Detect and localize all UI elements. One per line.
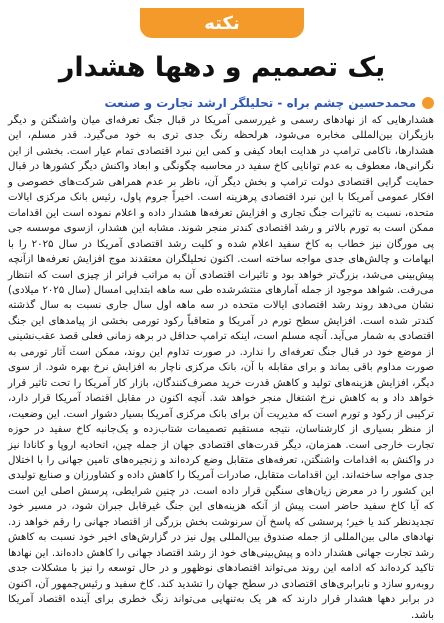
bullet-icon bbox=[422, 97, 434, 109]
section-tag bbox=[140, 8, 304, 38]
byline-row bbox=[10, 94, 434, 112]
article-byline: محمدحسین چشم براه - تحلیلگر ارشد تجارت و صنعت bbox=[104, 96, 416, 110]
article-title: یک تصمیم و دهها هشدار bbox=[58, 52, 386, 83]
section-tag-label: نکته bbox=[204, 12, 240, 34]
article-body: هشدارهایی که از نهادهای رسمی و غیررسمی آمریکا در قبال جنگ تعرفه‌ای میان واشنگتن و دیگر بازیگران بین‌المللی مخابره می‌شود، هرلحظه رنگ جدی تری به خود می‌گیرد. قدر مسلم، این هشدارها، ناکامی ترامپ در هدایت ابعاد کیفی و کمی این نبرد اقتصادی تمام عیار است. بخشی از این نگرانی‌ها، معطوف به عدم توانایی کاخ سفید در محاسبه چگونگی و ابعاد واکنش دیگر کشورها در قبال حمایت گرایی اقتصادی دولت ترامپ و بخش دیگر آن، ناظر بر عدم همراهی شرکت‌های خصوصی و افکار عمومی آمریکا با این نبرد اقتصادی پرهزینه است. اخیراً جروم پاول، رئیس بانک مرکزی ایالات متحده، نسبت به تاثیرات جنگ تجاری و افزایش تعرفه‌ها هشدار داده و اعلام نموده است این اقدامات ممکن است به تورم بالاتر و رشد اقتصادی کندتر منجر شوند. مشابه این هشدار، ازسوی موسسه جی پی مورگان نیز خطاب به کاخ سفید اعلام شده و کلیت رشد اقتصادی آمریکا در سال ۲۰۲۵ را با ابهامات و چالش‌های جدی مواجه ساخته است. اکنون تحلیلگران معتقدند موج افزایش تعرفه‌ها ازآنچه پیش‌بینی می‌شد، بزرگ‌تر خواهد بود و تاثیرات اقتصادی آن به مراتب فراتر از چیزی است که انتظار می‌رفت. شواهد موجود از جمله آمارهای منتشرشده طی سه ماهه ابتدایی امسال (سال ۲۰۲۵ میلادی) نشان می‌دهد روند رشد اقتصادی ایالات متحده در سه ماهه اول سال جاری نسبت به سال گذشته کندتر شده است. افزایش سطح تورم در آمریکا و متعاقباً رکود تورمی بخشی از پیامدهای این جنگ اقتصادی به شمار می‌آید. آنچه مسلم است، اینکه ترامپ حداقل در برهه زمانی فعلی قصد عقب‌نشینی از موضع خود در قبال جنگ تعرفه‌ای را ندارد. در صورت تداوم این روند، ممکن است آثار تورمی به صورت مداوم باقی بماند و برای مقابله با آن، بانک مرکزی ناچار به افزایش نرخ بهره شود. از سوی دیگر، افزایش هزینه‌های تولید و کاهش قدرت خرید مصرف‌کنندگان، بازار کار آمریکا را تحت تاثیر قرار خواهد داد و به کاهش نرخ اشتغال منجر خواهد شد. آنچه اکنون در مقابل اقتصاد آمریکا قرار دارد، ترکیبی از رکود و تورم است که مدیریت آن برای بانک مرکزی آمریکا بسیار دشوار است. این وضعیت، از منظر بسیاری از کارشناسان، نتیجه مستقیم تصمیمات شتاب‌زده و یک‌جانبه کاخ سفید در حوزه تجارت خارجی است. همزمان، دیگر قدرت‌های اقتصادی جهان از جمله چین، اتحادیه اروپا و کانادا نیز در واکنش به اقدامات واشنگتن، تعرفه‌های متقابل وضع کرده‌اند و زنجیره‌های تامین جهانی را با اختلال جدی مواجه ساخته‌اند. این اقدامات متقابل، صادرات آمریکا را کاهش داده و کشاورزان و صنایع تولیدی این کشور را در معرض زیان‌های سنگین قرار داده است. در چنین شرایطی، پرسش اصلی این است که آیا کاخ سفید حاضر است پیش از آنکه هزینه‌های این جنگ غیرقابل جبران شود، در مسیر خود تجدیدنظر کند یا خیر؛ پرسشی که پاسخ آن سرنوشت بخش بزرگی از اقتصاد جهانی را رقم خواهد زد. نهادهای مالی بین‌المللی از جمله صندوق بین‌المللی پول نیز در گزارش‌های اخیر خود نسبت به کاهش رشد تجارت جهانی هشدار داده و پیش‌بینی‌های خود از رشد اقتصاد جهانی را کاهش داده‌اند. این نهادها تاکید کرده‌اند که ادامه این روند می‌تواند اقتصادهای نوظهور و در حال توسعه را نیز با مشکلات جدی روبه‌رو سازد و نابرابری‌های اقتصادی در سطح جهان را تشدید کند. کاخ سفید و رئیس‌جمهور آن، اکنون در برابر دهها هشدار قرار دارند که هر یک به‌تنهایی می‌تواند زنگ خطری برای آینده اقتصاد آمریکا باشد. bbox=[8, 115, 434, 621]
